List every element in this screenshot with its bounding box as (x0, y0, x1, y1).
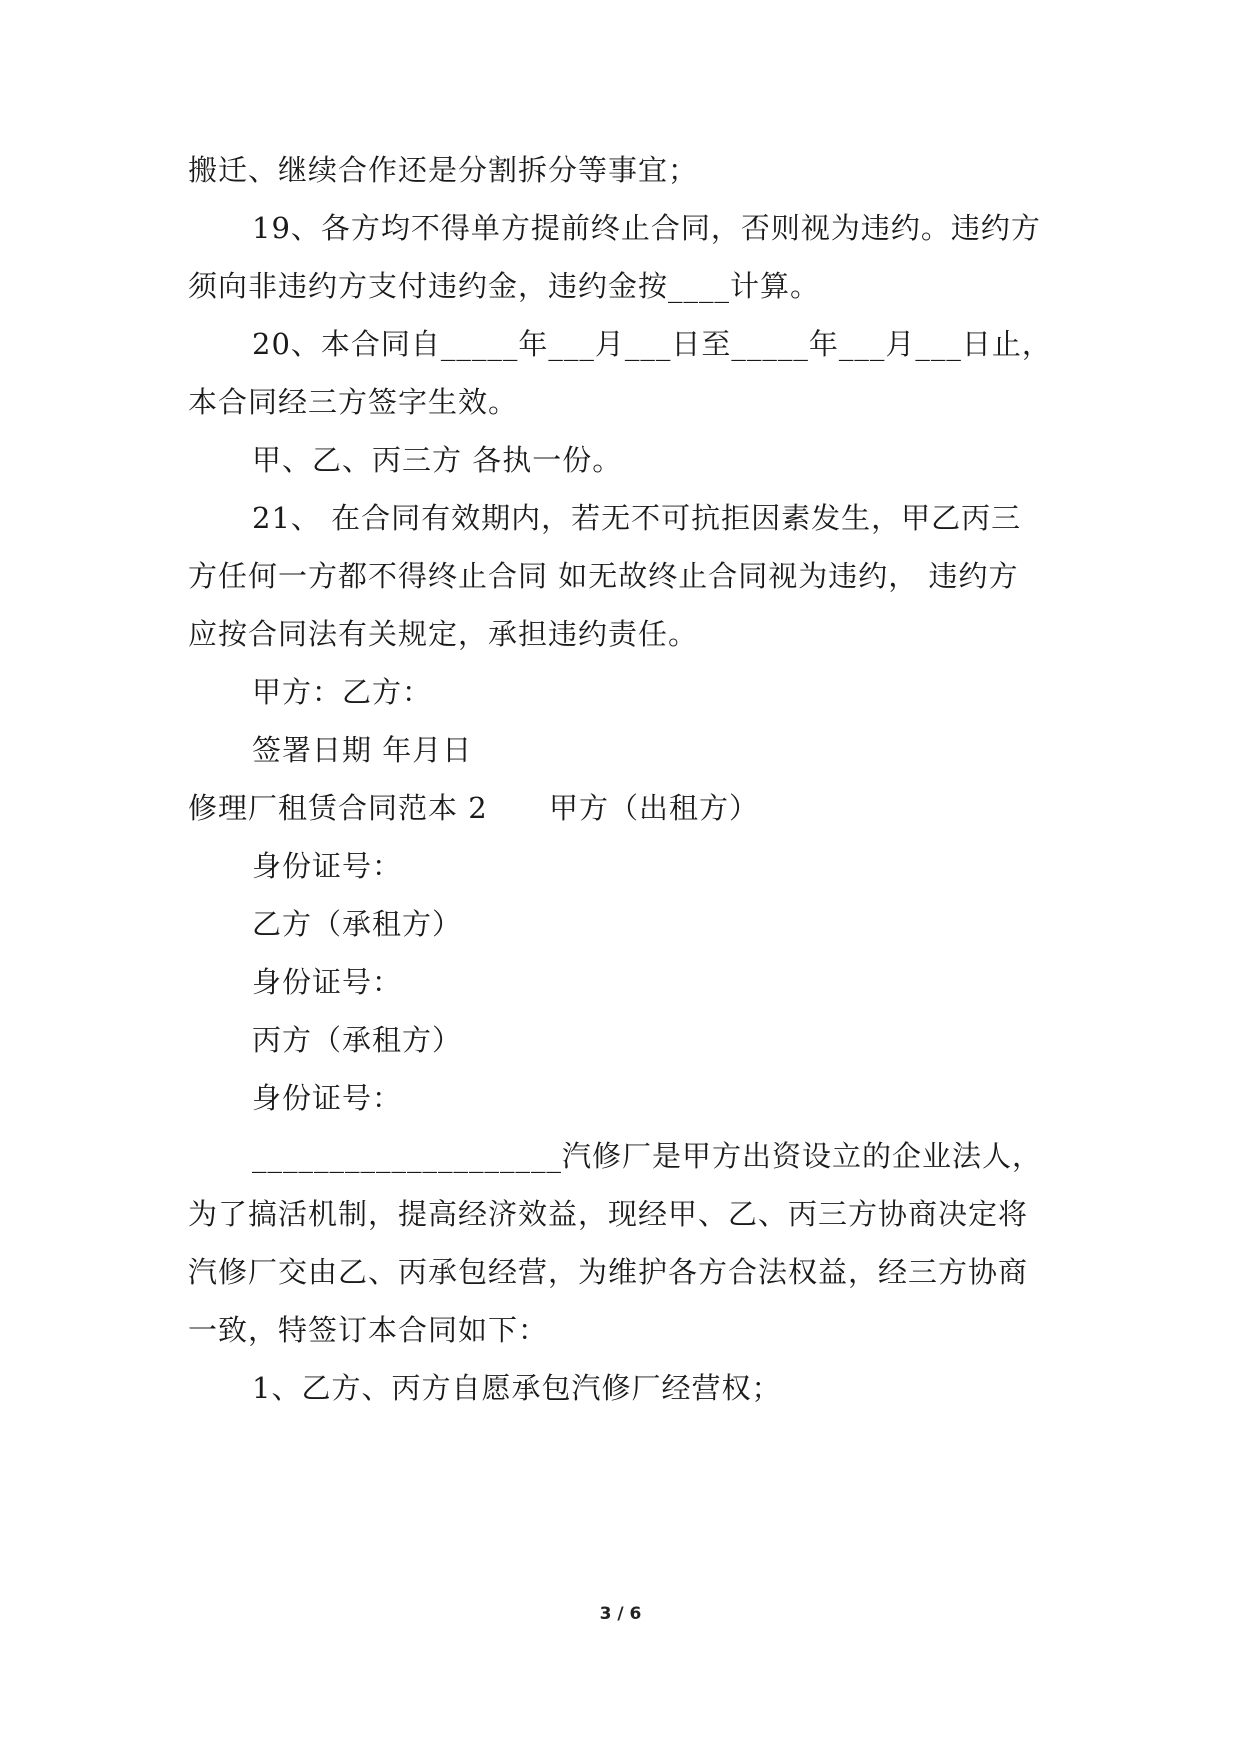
text-line: ____________________汽修厂是甲方出资设立的企业法人， (252, 1139, 1043, 1173)
page-number: 3 / 6 (599, 1604, 642, 1624)
clause-1: 1、乙方、丙方自愿承包汽修厂经营权； (252, 1371, 782, 1405)
clause-21: 21、 在合同有效期内，若无不可抗拒因素发生，甲乙丙三 (252, 501, 1022, 535)
id-number-label: 身份证号： (252, 1081, 403, 1115)
text-line: 方任何一方都不得终止合同 如无故终止合同视为违约， 违约方 (188, 559, 1019, 593)
clause-19: 19、各方均不得单方提前终止合同，否则视为违约。违约方 (252, 211, 1041, 245)
party-b: 乙方（承租方） (252, 907, 463, 941)
text-line: 本合同经三方签字生效。 (188, 385, 519, 419)
signing-date: 签署日期 年月日 (252, 733, 473, 767)
section-heading: 修理厂租赁合同范本 2 甲方（出租方） (188, 791, 759, 825)
clause-20: 20、本合同自_____年___月___日至_____年___月___日止， (252, 327, 1052, 361)
id-number-label: 身份证号： (252, 849, 403, 883)
signature-parties: 甲方：乙方： (252, 675, 433, 709)
text-line: 汽修厂交由乙、丙承包经营，为维护各方合法权益，经三方协商 (188, 1255, 1029, 1289)
text-line: 为了搞活机制，提高经济效益，现经甲、乙、丙三方协商决定将 (188, 1197, 1029, 1231)
text-line: 甲、乙、丙三方 各执一份。 (252, 443, 623, 477)
text-line: 须向非违约方支付违约金，违约金按____计算。 (188, 269, 821, 303)
text-line: 搬迁、继续合作还是分割拆分等事宜； (188, 153, 699, 187)
party-c: 丙方（承租方） (252, 1023, 463, 1057)
id-number-label: 身份证号： (252, 965, 403, 999)
text-line: 一致，特签订本合同如下： (188, 1313, 549, 1347)
text-line: 应按合同法有关规定，承担违约责任。 (188, 617, 699, 651)
